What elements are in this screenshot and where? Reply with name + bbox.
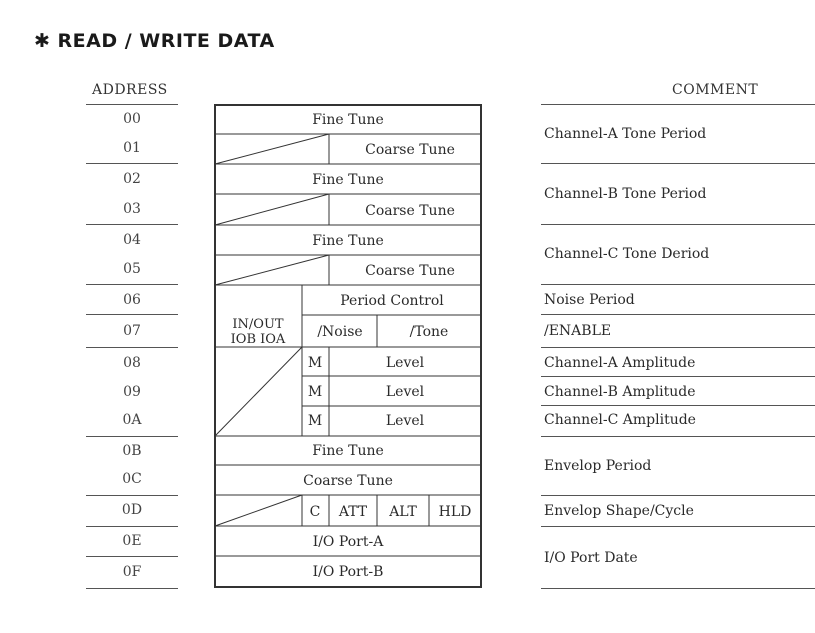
address-07: 07 [123, 323, 141, 339]
divider [541, 224, 815, 225]
reg-0c-coarse-tune: Coarse Tune [303, 473, 393, 489]
divider [541, 526, 815, 527]
reg-07-iob-ioa-label: IOB IOA [230, 332, 286, 347]
reg-0d-att-bit: ATT [338, 504, 368, 520]
address-01: 01 [123, 140, 141, 156]
reg-01-coarse-tune: Coarse Tune [365, 142, 455, 158]
address-05: 05 [123, 261, 141, 277]
comment-enable: /ENABLE [544, 323, 612, 339]
reg-08-mode-bit: M [307, 355, 323, 371]
reg-00-fine-tune: Fine Tune [312, 112, 384, 128]
page-title: ✱ READ / WRITE DATA [34, 30, 275, 52]
divider [541, 347, 815, 348]
divider [541, 104, 815, 105]
comment-noise-period: Noise Period [544, 292, 635, 308]
divider [541, 405, 815, 406]
address-0c: 0C [122, 471, 142, 487]
reg-06-period-control: Period Control [340, 293, 444, 309]
reg-0a-mode-bit: M [307, 413, 323, 429]
comment-channel-b-amplitude: Channel-B Amplitude [544, 384, 696, 400]
address-00: 00 [123, 111, 141, 127]
divider [541, 314, 815, 315]
address-0a: 0A [122, 412, 142, 428]
reg-09-mode-bit: M [307, 384, 323, 400]
reg-05-coarse-tune: Coarse Tune [365, 263, 455, 279]
reg-0d-alt-bit: ALT [389, 504, 417, 520]
reg-04-fine-tune: Fine Tune [312, 233, 384, 249]
reg-0a-level: Level [385, 413, 425, 429]
address-09: 09 [123, 384, 141, 400]
address-0e: 0E [122, 533, 142, 549]
address-02: 02 [123, 171, 141, 187]
reg-03-coarse-tune: Coarse Tune [365, 203, 455, 219]
reg-0d-cont-bit: C [309, 504, 321, 520]
comment-channel-c-amplitude: Channel-C Amplitude [544, 412, 696, 428]
divider [541, 163, 815, 164]
comment-envelop-period: Envelop Period [544, 458, 652, 474]
comment-io-port: I/O Port Date [544, 550, 638, 566]
comment-envelop-shape: Envelop Shape/Cycle [544, 503, 694, 519]
reg-07-noise-flag: /Noise [317, 324, 363, 340]
reg-07-tone-flag: /Tone [409, 324, 449, 340]
address-08: 08 [123, 355, 141, 371]
address-04: 04 [123, 232, 141, 248]
address-header: ADDRESS [92, 82, 168, 98]
comment-channel-a-amplitude: Channel-A Amplitude [544, 355, 696, 371]
address-06: 06 [123, 292, 141, 308]
reg-02-fine-tune: Fine Tune [312, 172, 384, 188]
divider [541, 284, 815, 285]
reg-0b-fine-tune: Fine Tune [312, 443, 384, 459]
reg-09-level: Level [385, 384, 425, 400]
comment-channel-a-tone: Channel-A Tone Period [544, 126, 707, 142]
divider [541, 495, 815, 496]
comment-channel-c-tone: Channel-C Tone Deriod [544, 246, 710, 262]
comment-header: COMMENT [672, 82, 759, 98]
reg-0d-hld-bit: HLD [438, 504, 472, 520]
address-0d: 0D [121, 502, 143, 518]
address-03: 03 [123, 201, 141, 217]
reg-08-level: Level [385, 355, 425, 371]
address-0f: 0F [122, 564, 142, 580]
comment-channel-b-tone: Channel-B Tone Period [544, 186, 707, 202]
address-0b: 0B [122, 443, 142, 459]
divider [541, 376, 815, 377]
reg-0f-io-port-b: I/O Port-B [312, 564, 384, 580]
reg-07-inout-label: IN/OUT [232, 317, 284, 332]
divider [541, 436, 815, 437]
divider [541, 588, 815, 589]
reg-0e-io-port-a: I/O Port-A [312, 534, 384, 550]
